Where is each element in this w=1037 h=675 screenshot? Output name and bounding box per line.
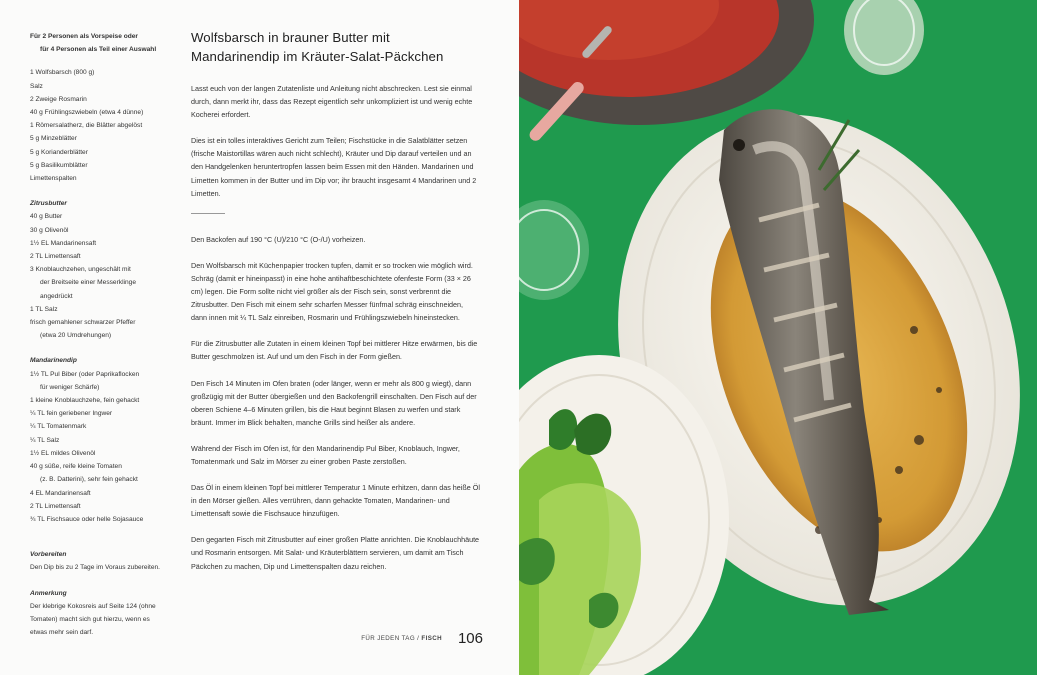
method-step: Den Wolfsbarsch mit Küchenpapier trocken tupfen, damit er so trocken wie möglich wird. Schräg (damit er hineinpasst) in eine hohe antihaftbeschichtete ofenfeste Form (33 × 26 cm) legen. Die Form sollte nicht viel größer als der Fisch sein, sonst verbrennt die Zitrusbutter. Den Fisch mit einem sehr scharfen Messer fünfmal schräg einschneiden, dann innen mit ¼ TL Salz einreiben, Rosmarin und Frühlingszwiebeln hineinstecken. [191,260,473,323]
ingredient-item: ¾ TL Fischsauce oder helle Sojasauce [30,515,144,523]
method-step: Den Backofen auf 190 °C (U)/210 °C (O-/U) vorheizen. [191,234,366,244]
section-divider [191,213,225,214]
ingredient-item: 2 TL Limettensaft [30,502,81,510]
ingredient-item: ¼ TL Tomatenmark [30,423,87,431]
ingredient-item: 1½ TL Pul Biber (oder Paprikaflocken [30,370,140,378]
ingredient-item: angedrückt [40,292,73,300]
method-step: Während der Fisch im Ofen ist, für den Mandarinendip Pul Biber, Knoblauch, Ingwer, Tomatenmark und Salz im Mörser zu einer groben Paste zerstoßen. [191,443,460,466]
ingredient-item: 1 TL Salz [30,305,58,313]
anmerkung-text: Der klebrige Kokosreis auf Seite 124 (ohne Tomaten) macht sich gut hierzu, wenn es etwas mehr sein darf. [30,602,156,637]
ingredient-item: 40 g süße, reife kleine Tomaten [30,463,122,471]
method-step: Das Öl in einem kleinen Topf bei mittlerer Temperatur 1 Minute erhitzen, dann das heiße Öl in den Mörser gießen. Alles verrühren, dann gehackte Tomaten, Mandarinen- und Limettensaft sowie die Fischsauce hinzufügen. [191,483,480,519]
ingredients-main-list [30,66,165,185]
intro-paragraph: Lasst euch von der langen Zutatenliste und Anleitung nicht abschrecken. Lest sie einmal durch, dann merkt ihr, dass das Rezept eigentlich sehr unkompliziert ist und wenig echte Kocherei erfordert. [191,84,473,120]
anmerkung-heading: Anmerkung [30,589,67,597]
ingredient-item: Limettenspalten [30,175,77,183]
footer-section-label: FÜR JEDEN TAG / [361,635,420,642]
ingredient-item: 1 Wolfsbarsch (800 g) [30,69,95,77]
ingredient-item: (z. B. Datterini), sehr fein gehackt [40,476,138,484]
zitrusbutter-heading: Zitrusbutter [30,200,67,208]
ingredient-item: 4 EL Mandarinensaft [30,489,91,497]
ingredient-item: Salz [30,82,43,90]
vorbereiten-heading: Vorbereiten [30,551,67,559]
serving-line: für 4 Personen als Teil einer Auswahl [40,46,157,54]
page-footer [358,630,483,647]
recipe-main [191,28,481,586]
ingredient-item: für weniger Schärfe) [40,383,100,391]
mandarinendip-list [30,368,165,526]
ingredient-item: der Breitseite einer Messerklinge [40,279,137,287]
ingredient-item: frisch gemahlener schwarzer Pfeffer [30,319,136,327]
zitrusbutter-list [30,210,165,342]
ingredient-item: 5 g Minzeblätter [30,135,77,143]
ingredient-item: 1 kleine Knoblauchzehe, fein gehackt [30,397,140,405]
ingredient-item: 2 TL Limettensaft [30,253,81,261]
serving-info [30,30,165,56]
intro-paragraph: Dies ist ein tolles interaktives Gericht zum Teilen; Fischstücke in die Salatblätter setzen (frische Maistortillas wären auch nicht schlecht), Kräuter und Dip darauf verteilen und an den Handgelenken heruntertropfen lassen beim Essen mit den Händen. Mandarinen und Limetten kommen in der Butter und im Dip vor; ihr braucht insgesamt 4 Mandarinen und 2 Limetten. [191,136,477,198]
ingredient-item: 2 Zweige Rosmarin [30,95,87,103]
method-step: Für die Zitrusbutter alle Zutaten in einem kleinen Topf bei mittlerer Hitze erwärmen, bis die Butter geschmolzen ist. Auf und um den Fisch in der Form gießen. [191,339,478,362]
food-photo [519,0,1037,675]
ingredient-item: 1 Römersalatherz, die Blätter abgelöst [30,122,143,130]
vorbereiten-text: Den Dip bis zu 2 Tage im Voraus zubereiten. [30,564,160,572]
footer-section [361,635,442,642]
serving-line: Für 2 Personen als Vorspeise oder [30,33,138,40]
ingredient-item: ¼ TL fein geriebener Ingwer [30,410,113,418]
ingredient-item: 1½ EL Mandarinensaft [30,239,97,247]
recipe-title: Wolfsbarsch in brauner Butter mit Mandarinendip im Kräuter-Salat-Päckchen [191,30,444,64]
fish-dish-illustration [519,0,1037,675]
ingredient-item: 40 g Frühlingszwiebeln (etwa 4 dünne) [30,109,144,117]
ingredient-item: 40 g Butter [30,213,63,221]
page-number: 106 [457,630,483,647]
ingredient-item: ¼ TL Salz [30,436,60,444]
ingredients-sidebar [30,30,165,639]
ingredient-item: (etwa 20 Umdrehungen) [40,332,112,340]
method-step: Den Fisch 14 Minuten im Ofen braten (oder länger, wenn er mehr als 800 g wiegt), dann großzügig mit der Butter übergießen und den Backofengrill einschalten. Den Fisch auf der oberen Schiene 4–6 Minuten grillen, bis die Haut beginnt Blasen zu werfen und stark bräunt. Immer im Blick behalten, manche Grills sind heißer als andere. [191,378,477,427]
mandarinendip-heading: Mandarinendip [30,357,77,365]
ingredient-item: 1½ EL mildes Olivenöl [30,449,96,457]
method-step: Den gegarten Fisch mit Zitrusbutter auf einer großen Platte anrichten. Die Knoblauchhäute und Rosmarin entsorgen. Mit Salat- und Kräuterblättern servieren, um damit am Tisch Päckchen zu machen, Dip und Limettenspalten dazu reichen. [191,535,480,571]
ingredient-item: 3 Knoblauchzehen, ungeschält mit [30,266,131,274]
footer-category: FISCH [421,635,442,642]
ingredient-item: 5 g Korianderblätter [30,148,88,156]
ingredient-item: 30 g Olivenöl [30,226,69,234]
ingredient-item: 5 g Basilikumblätter [30,161,88,169]
